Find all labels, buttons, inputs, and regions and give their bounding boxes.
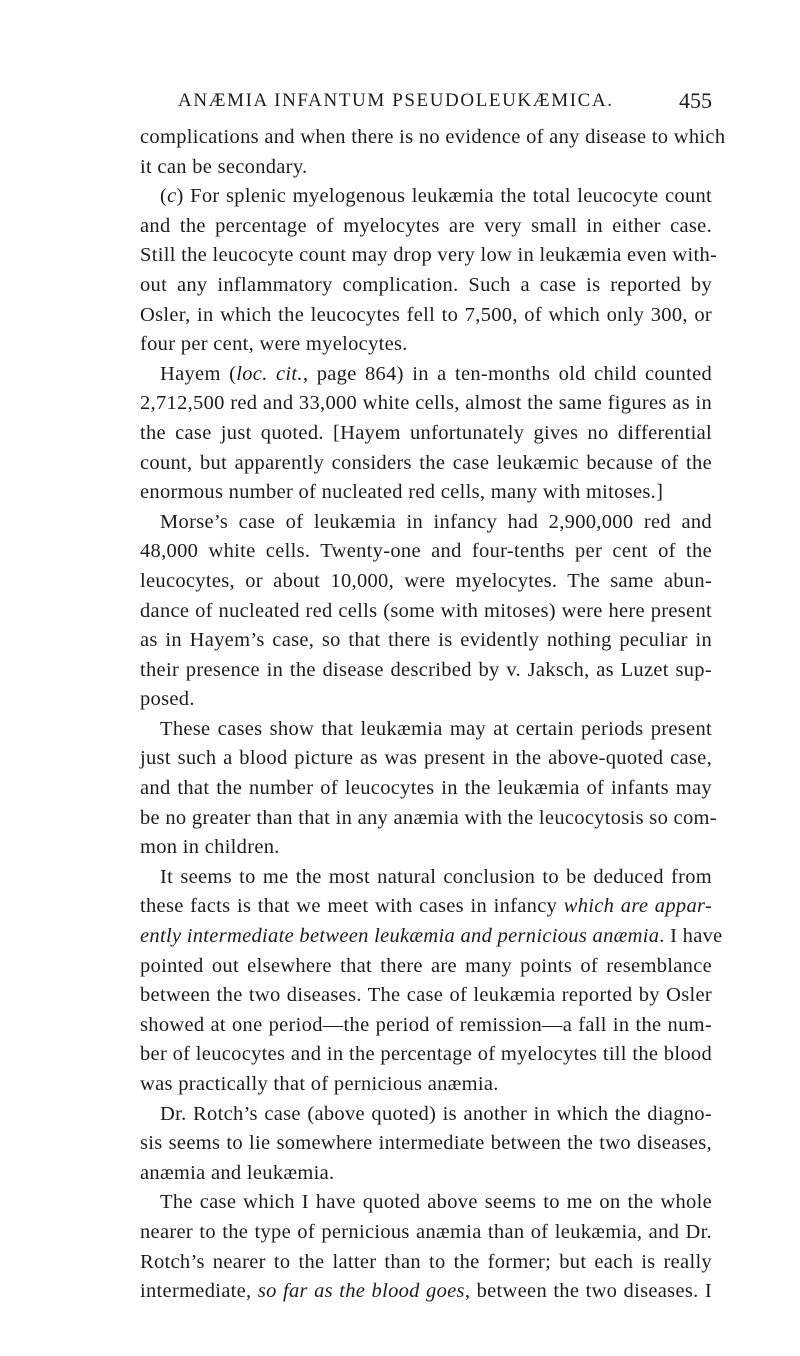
text-line	[140, 1188, 712, 1218]
text-line	[140, 744, 712, 774]
text-segment: nearer to the type of pernicious anæmia than of leukæmia, and Dr.	[140, 1220, 712, 1243]
text-segment: the case just quoted. [Hayem unfortunately gives no differential	[140, 421, 712, 444]
text-segment: , page 864) in a ten-months old child counted	[302, 362, 713, 385]
text-segment: be no greater than that in any anæmia with the leucocytosis so com-	[140, 806, 717, 829]
text-segment: mon in children.	[140, 836, 280, 859]
italic-text-segment: loc. cit.	[236, 362, 303, 385]
text-segment: was practically that of pernicious anæmia.	[140, 1073, 499, 1095]
text-segment: Dr. Rotch’s case (above quoted) is another in which the diagno-	[160, 1102, 712, 1125]
text-line	[140, 833, 712, 863]
text-segment: 48,000 white cells. Twenty-one and four-tenths per cent of the	[140, 540, 712, 563]
text-segment: (	[160, 185, 168, 208]
text-line	[140, 1129, 712, 1159]
text-segment: count, but apparently considers the case leukæmic because of the	[140, 451, 712, 474]
text-segment: complications and when there is no evidence of any disease to which	[140, 126, 726, 148]
body-text	[140, 123, 726, 1307]
text-segment: showed at one period—the period of remission—a fall in the num-	[140, 1013, 712, 1036]
text-segment: their presence in the disease described by v. Jaksch, as Luzet sup-	[140, 658, 712, 681]
text-line	[140, 330, 712, 360]
text-segment: ber of leucocytes and in the percentage of myelocytes till the blood	[140, 1043, 712, 1066]
text-line	[140, 774, 712, 804]
text-segment: Osler, in which the leucocytes fell to 7,500, of which only 300, or	[140, 303, 712, 326]
text-segment: dance of nucleated red cells (some with mitoses) were here present	[140, 599, 712, 622]
text-line	[140, 389, 712, 419]
running-title: ANÆMIA INFANTUM PSEUDOLEUKÆMICA.	[178, 90, 614, 111]
text-line	[140, 537, 712, 567]
text-segment: Morse’s case of leukæmia in infancy had 2,900,000 red and	[160, 510, 712, 533]
text-segment: The case which I have quoted above seems to me on the whole	[160, 1191, 712, 1214]
text-line	[140, 597, 712, 627]
text-line	[140, 1100, 712, 1130]
text-line	[140, 153, 712, 183]
text-segment: it can be secondary.	[140, 155, 308, 178]
text-segment: and the percentage of myelocytes are very small in either case.	[140, 214, 712, 237]
text-line	[140, 449, 712, 479]
page-number: 455	[679, 88, 712, 113]
text-segment: Hayem (	[160, 362, 237, 385]
text-line	[140, 626, 712, 656]
text-line	[140, 981, 712, 1011]
italic-text-segment: ently intermediate between leukæmia and pernicious anæmia	[140, 925, 660, 948]
text-segment: intermediate,	[140, 1280, 258, 1303]
text-line	[140, 1040, 712, 1070]
text-line	[140, 685, 712, 715]
text-line	[140, 892, 712, 922]
text-segment: four per cent, were myelocytes.	[140, 333, 408, 356]
text-segment: pointed out elsewhere that there are many points of resemblance	[140, 954, 712, 977]
text-segment: as in Hayem’s case, so that there is evidently nothing peculiar in	[140, 629, 712, 652]
text-line	[140, 567, 712, 597]
text-line	[140, 1011, 712, 1041]
text-segment: , between the two diseases. I	[464, 1280, 713, 1303]
text-line	[140, 863, 712, 893]
text-line	[140, 1277, 712, 1307]
text-segment: posed.	[140, 688, 195, 711]
italic-text-segment: so far as the blood goes	[257, 1280, 465, 1303]
text-segment: Still the leucocyte count may drop very low in leukæmia even with-	[140, 244, 718, 267]
text-line	[140, 271, 712, 301]
text-line	[140, 508, 712, 538]
text-segment: These cases show that leukæmia may at certain periods present	[160, 717, 712, 740]
text-line	[140, 804, 717, 834]
text-line	[140, 952, 712, 982]
text-segment: enormous number of nucleated red cells, many with mitoses.]	[140, 481, 664, 504]
text-segment: leucocytes, or about 10,000, were myelocytes. The same abun-	[140, 569, 712, 592]
text-line	[140, 922, 723, 952]
text-line	[140, 360, 712, 390]
text-segment: just such a blood picture as was present in the above-quoted case,	[140, 747, 712, 770]
italic-text-segment: which are appar-	[563, 895, 712, 918]
text-line	[140, 1070, 712, 1100]
text-line	[140, 241, 718, 271]
text-segment: 2,712,500 red and 33,000 white cells, almost the same figures as in	[140, 392, 712, 415]
text-line	[140, 301, 712, 331]
text-line	[140, 656, 712, 686]
text-line	[140, 1248, 712, 1278]
running-head	[140, 86, 712, 116]
text-line	[140, 123, 726, 153]
italic-text-segment: c	[167, 185, 177, 208]
text-segment: It seems to me the most natural conclusion to be deduced from	[160, 865, 712, 888]
text-segment: Rotch’s nearer to the latter than to the former; but each is really	[140, 1250, 712, 1273]
text-segment: anæmia and leukæmia.	[140, 1161, 335, 1184]
text-line	[140, 478, 712, 508]
text-line	[140, 419, 712, 449]
text-line	[140, 212, 712, 242]
text-segment: between the two diseases. The case of leukæmia reported by Osler	[140, 984, 712, 1007]
text-segment: out any inflammatory complication. Such a case is reported by	[140, 273, 712, 296]
text-line	[140, 182, 712, 212]
text-segment: these facts is that we meet with cases in infancy	[140, 895, 564, 918]
text-segment: and that the number of leucocytes in the leukæmia of infants may	[140, 777, 712, 800]
text-segment: . I have	[659, 925, 723, 948]
text-segment: ) For splenic myelogenous leukæmia the total leucocyte count	[176, 185, 712, 208]
text-line	[140, 715, 712, 745]
text-line	[140, 1218, 712, 1248]
text-line	[140, 1159, 712, 1189]
text-segment: sis seems to lie somewhere intermediate between the two diseases,	[140, 1132, 712, 1155]
